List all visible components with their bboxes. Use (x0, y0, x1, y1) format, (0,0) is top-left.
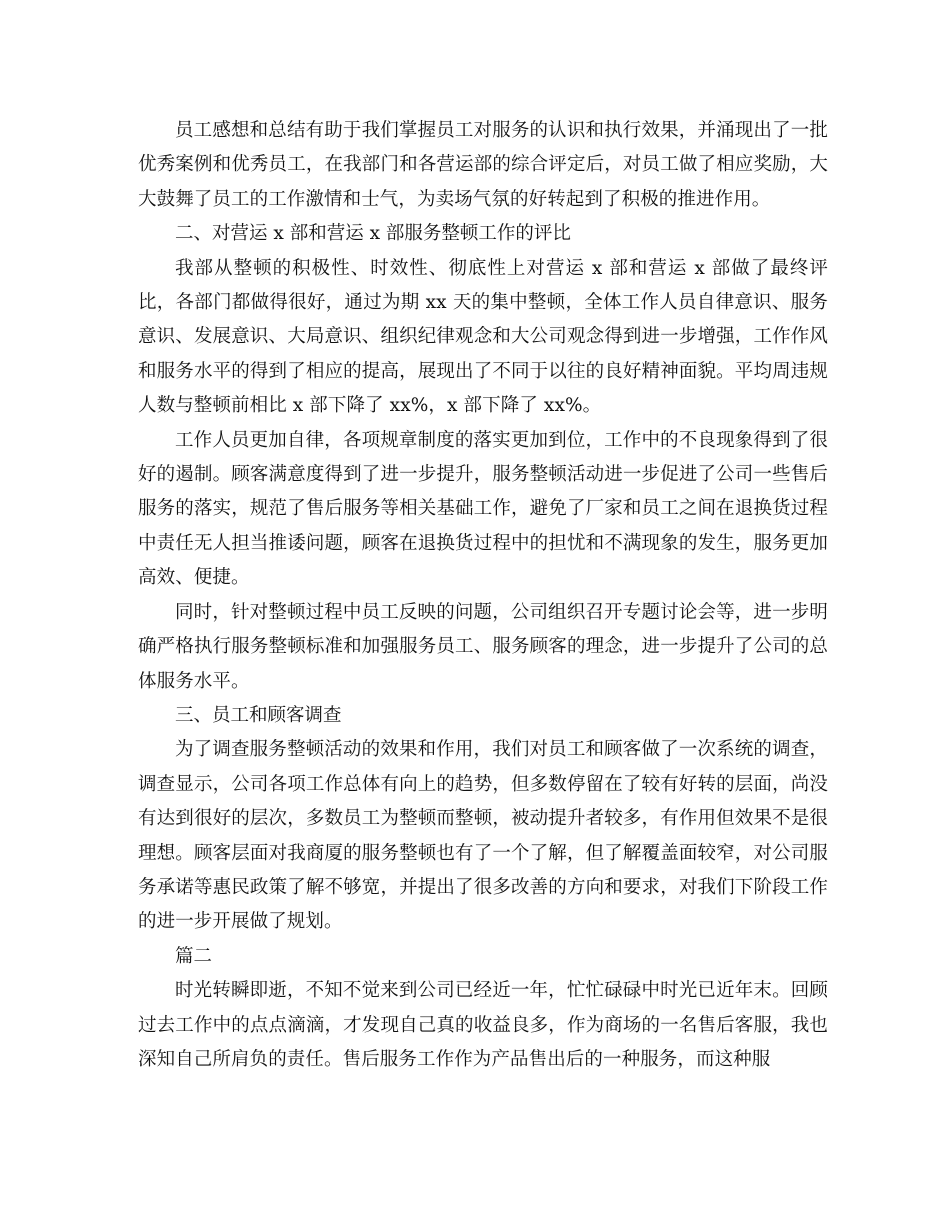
paragraph-self-discipline: 工作人员更加自律，各项规章制度的落实更加到位，工作中的不良现象得到了很好的遏制。顾客满意度得到了进一步提升，服务整顿活动进一步促进了公司一些售后服务的落实，规范了售后服务等相关基础工作，避免了厂家和员工之间在退换货过程中责任无人担当推诿问题，顾客在退换货过程中的担忧和不满现象的发生，服务更加高效、便捷。 (138, 429, 828, 589)
paragraph-employee-feedback: 员工感想和总结有助于我们掌握员工对服务的认识和执行效果，并涌现出了一批优秀案例和优秀员工，在我部门和各营运部的综合评定后，对员工做了相应奖励，大大鼓舞了员工的工作激情和士气，为卖场气氛的好转起到了积极的推进作用。 (138, 120, 828, 210)
section-heading-comparison: 二、对营运 x 部和营运 x 部服务整顿工作的评比 (175, 223, 571, 245)
paragraph-discussion-meeting: 同时，针对整顿过程中员工反映的问题，公司组织召开专题讨论会等，进一步明确严格执行服务整顿标准和加强服务员工、服务顾客的理念，进一步提升了公司的总体服务水平。 (138, 601, 828, 692)
section-heading-survey: 三、员工和顾客调查 (175, 704, 342, 726)
paragraph-comparison-result: 我部从整顿的积极性、时效性、彻底性上对营运 x 部和营运 x 部做了最终评比，各部门都做得很好，通过为期 xx 天的集中整顿，全体工作人员自律意识、服务意识、发展意识、大局意识、组织纪律观念和大公司观念得到进一步增强，工作作风和服务水平的得到了相应的提高，展现出了不同于以往的良好精神面貌。平均周违规人数与整顿前相比 x 部下降了 xx%，x 部下降了 xx%。 (138, 257, 828, 417)
paragraph-survey-results: 为了调查服务整顿活动的效果和作用，我们对员工和顾客做了一次系统的调查，调查显示，公司各项工作总体有向上的趋势，但多数停留在了较有好转的层面，尚没有达到很好的层次，多数员工为整顿而整顿，被动提升者较多，有作用但效果不是很理想。顾客层面对我商厦的服务整顿也有了一个了解，但了解覆盖面较窄，对公司服务承诺等惠民政策了解不够宽，并提出了很多改善的方向和要求，对我们下阶段工作的进一步开展做了规划。 (138, 739, 828, 933)
paragraph-year-review: 时光转瞬即逝，不知不觉来到公司已经近一年，忙忙碌碌中时光已近年末。回顾过去工作中的点点滴滴，才发现自己真的收益良多，作为商场的一名售后客服，我也深知自己所肩负的责任。售后服务工作作为产品售出后的一种服务，而这种服 (138, 980, 828, 1070)
section-heading-part-two: 篇二 (175, 945, 213, 967)
document-body (138, 114, 828, 1077)
